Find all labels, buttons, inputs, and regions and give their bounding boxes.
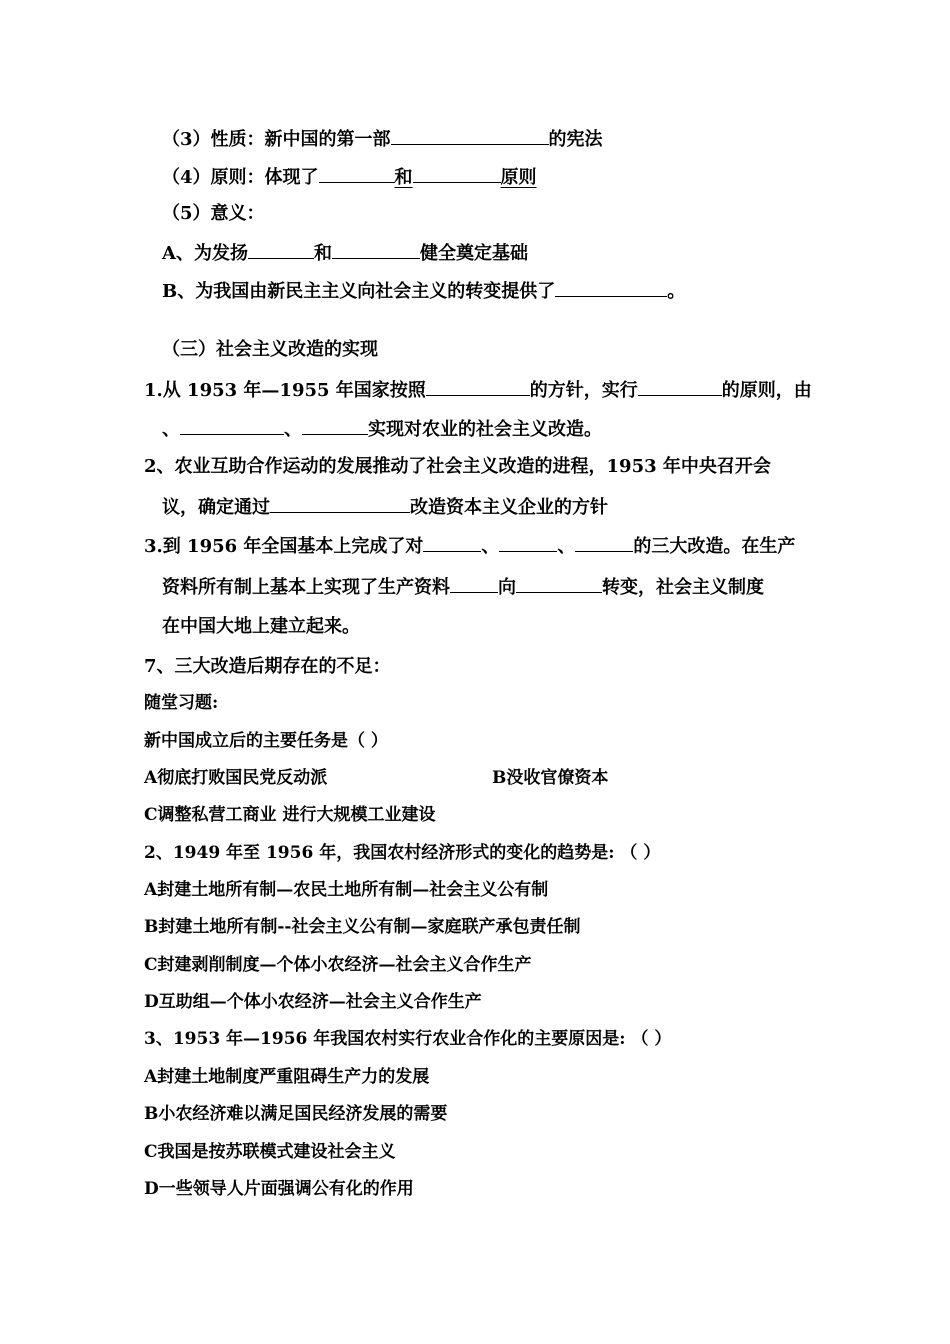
blank	[516, 574, 602, 593]
item-2-line-2: 议，确定通过 改造资本主义企业的方针	[162, 494, 608, 520]
blank	[426, 377, 530, 396]
line-significance: （5）意义：	[162, 203, 265, 224]
item-7: 7、三大改造后期存在的不足：	[144, 656, 391, 677]
blank	[180, 416, 284, 435]
blank	[555, 278, 667, 297]
blank	[450, 574, 498, 593]
item-1-line-2: 、 、 实现对农业的社会主义改造。	[162, 416, 602, 442]
blank	[319, 164, 395, 183]
question-2-option-a: A封建土地所有制—农民土地所有制—社会主义公有制	[144, 880, 549, 900]
question-3-option-a: A封建土地制度严重阻碍生产力的发展	[144, 1067, 430, 1087]
line-significance-b: B、为我国由新民主主义向社会主义的转变提供了 。	[162, 278, 685, 304]
blank	[391, 126, 549, 145]
item-2-line-1: 2、农业互助合作运动的发展推动了社会主义改造的进程，1953 年中央召开会	[144, 456, 771, 477]
blank	[413, 164, 501, 183]
question-2-option-b: B封建土地所有制--社会主义公有制—家庭联产承包责任制	[144, 917, 581, 937]
line-significance-a: A、为发扬 和 健全奠定基础	[162, 240, 528, 266]
question-1-option-a: A彻底打败国民党反动派	[144, 768, 328, 788]
blank	[302, 416, 368, 435]
question-1: 新中国成立后的主要任务是（ ）	[144, 731, 388, 751]
question-3-option-d: D一些领导人片面强调公有化的作用	[144, 1179, 414, 1199]
item-3-line-2: 资料所有制上基本上实现了生产资料 向 转变，社会主义制度	[162, 574, 764, 600]
exercise-title: 随堂习题:	[144, 693, 219, 713]
blank	[638, 377, 722, 396]
question-2-option-d: D互助组—个体小农经济—社会主义合作生产	[144, 992, 482, 1012]
question-3-option-c: C我国是按苏联模式建设社会主义	[144, 1142, 396, 1162]
question-1-option-b: B没收官僚资本	[492, 768, 609, 788]
line-principle: （4）原则：体现了 和 原则	[162, 164, 537, 190]
blank	[423, 533, 481, 552]
blank	[248, 240, 314, 259]
question-2: 2、1949 年至 1956 年，我国农村经济形式的变化的趋势是: （ ）	[144, 843, 661, 863]
question-3-option-b: B小农经济难以满足国民经济发展的需要	[144, 1104, 448, 1124]
question-3: 3、1953 年—1956 年我国农村实行农业合作化的主要原因是: （ ）	[144, 1029, 672, 1049]
blank	[332, 240, 420, 259]
question-1-option-c: C调整私营工商业 进行大规模工业建设	[144, 805, 436, 825]
blank	[575, 533, 633, 552]
item-1-line-1: 1.从 1953 年—1955 年国家按照 的方针，实行 的原则，由	[144, 377, 812, 403]
item-3-line-3: 在中国大地上建立起来。	[162, 616, 360, 637]
blank	[270, 494, 410, 513]
question-2-option-c: C封建剥削制度—个体小农经济—社会主义合作生产	[144, 955, 532, 975]
blank	[499, 533, 557, 552]
line-nature: （3）性质：新中国的第一部 的宪法	[162, 126, 603, 152]
section-heading: （三）社会主义改造的实现	[162, 339, 378, 360]
item-3-line-1: 3.到 1956 年全国基本上完成了对 、 、 的三大改造。在生产	[144, 533, 795, 559]
